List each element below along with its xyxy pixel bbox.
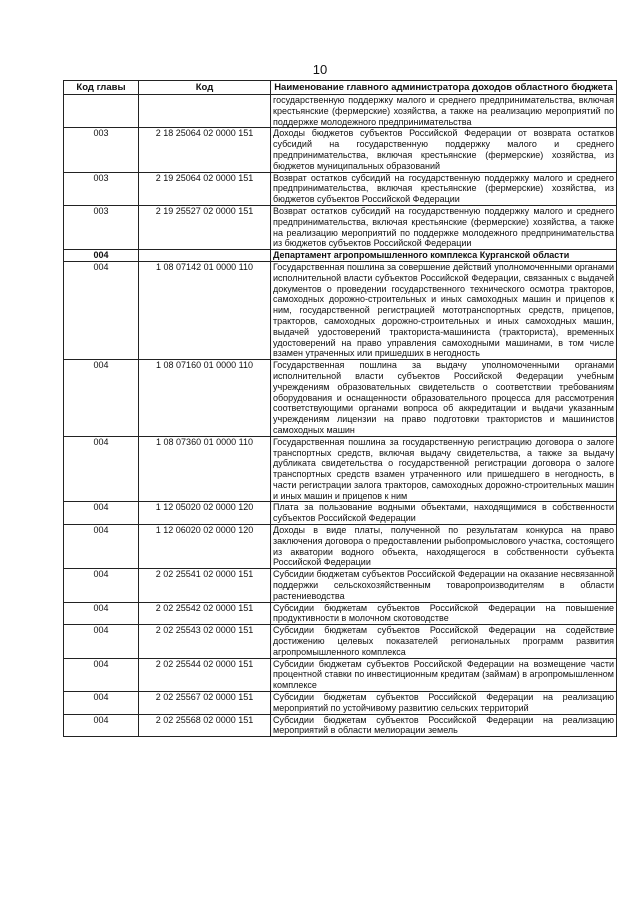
- budget-code-cell: [139, 250, 271, 262]
- budget-code-cell: 2 19 25527 02 0000 151: [139, 205, 271, 249]
- header-code: Код: [139, 81, 271, 95]
- budget-code-cell: 2 02 25544 02 0000 151: [139, 658, 271, 691]
- budget-code-cell: 1 08 07360 01 0000 110: [139, 436, 271, 502]
- chapter-code-cell: 004: [64, 602, 139, 625]
- header-administrator-name: Наименование главного администратора доходов областного бюджета: [271, 81, 617, 95]
- administrator-name-cell: Государственная пошлина за совершение действий уполномоченными органами исполнительной власти субъектов Российской Федерации, связанных с выдачей документов о проведении государственного технического осмотра тракторов, самоходных дорожно-строительных и иных самоходных машин и прицепов к ним, государственной регистрацией мототранспортных средств, прицепов, тракторов, самоходных дорожно-строительных и иных самоходных машин, выдачей удостоверений тракториста-машиниста (тракториста), временных удостоверений на право управления самоходными машинами, в том числе взамен утраченных или пришедших в негодность: [271, 261, 617, 359]
- chapter-code-cell: 004: [64, 360, 139, 437]
- table-row: [64, 360, 617, 437]
- table-row: [64, 436, 617, 502]
- table-row: [64, 261, 617, 359]
- department-name-cell: Департамент агропромышленного комплекса Курганской области: [271, 250, 617, 262]
- chapter-code-cell: 004: [64, 525, 139, 569]
- table-row: [64, 714, 617, 737]
- chapter-code-cell: 004: [64, 625, 139, 658]
- table-body: [64, 95, 617, 737]
- budget-code-cell: 2 02 25567 02 0000 151: [139, 692, 271, 715]
- budget-code-cell: 2 02 25543 02 0000 151: [139, 625, 271, 658]
- budget-code-cell: 1 12 05020 02 0000 120: [139, 502, 271, 525]
- table-row: [64, 502, 617, 525]
- chapter-code-cell: 003: [64, 128, 139, 172]
- administrator-name-cell: Субсидии бюджетам субъектов Российской Федерации на возмещение части процентной ставки по инвестиционным кредитам (займам) в агропромышленном комплексе: [271, 658, 617, 691]
- chapter-code-cell: 004: [64, 569, 139, 602]
- table-header-row: [64, 81, 617, 95]
- budget-code-cell: 1 08 07142 01 0000 110: [139, 261, 271, 359]
- administrator-name-cell: Возврат остатков субсидий на государственную поддержку малого и среднего предпринимательства, включая крестьянские (фермерские) хозяйства, а также на реализацию мероприятий по поддержке молодежного предпринимательства из бюджетов субъектов Российской Федерации: [271, 205, 617, 249]
- administrator-name-cell: государственную поддержку малого и среднего предпринимательства, включая крестьянские (фермерские) хозяйства, а также на реализацию мероприятий по поддержке молодежного предпринимательства: [271, 95, 617, 128]
- administrator-name-cell: Субсидии бюджетам субъектов Российской Федерации на реализацию мероприятий в области мелиорации земель: [271, 714, 617, 737]
- table-row: [64, 128, 617, 172]
- budget-code-cell: 2 19 25064 02 0000 151: [139, 172, 271, 205]
- budget-code-cell: 1 12 06020 02 0000 120: [139, 525, 271, 569]
- administrator-name-cell: Государственная пошлина за государственную регистрацию договора о залоге транспортных средств, включая выдачу свидетельства, а также за выдачу дубликата свидетельства о государственной регистрации договора о залоге транспортных средств взамен утраченного или пришедшего в негодность, в части регистрации залога тракторов, самоходных дорожно-строительных машин и иных машин и прицепов к ним: [271, 436, 617, 502]
- chapter-code-cell: 004: [64, 714, 139, 737]
- chapter-code-cell: 003: [64, 205, 139, 249]
- budget-code-cell: 2 18 25064 02 0000 151: [139, 128, 271, 172]
- table-row: [64, 172, 617, 205]
- administrator-name-cell: Государственная пошлина за выдачу уполномоченными органами исполнительной власти субъектов Российской Федерации учебным учреждениям образовательных свидетельств о соответствии требованиям оборудования и оснащенности образовательного процесса для рассмотрения соответствующими органами вопроса об аккредитации и выдачи указанным учреждениям лицензии на право подготовки трактористов и машинистов самоходных машин: [271, 360, 617, 437]
- administrator-name-cell: Субсидии бюджетам субъектов Российской Федерации на реализацию мероприятий по устойчивому развитию сельских территорий: [271, 692, 617, 715]
- administrator-name-cell: Субсидии бюджетам субъектов Российской Федерации на оказание несвязанной поддержки сельскохозяйственным товаропроизводителям в области растениеводства: [271, 569, 617, 602]
- budget-code-cell: 2 02 25541 02 0000 151: [139, 569, 271, 602]
- section-header-row: [64, 250, 617, 262]
- budget-code-cell: 2 02 25542 02 0000 151: [139, 602, 271, 625]
- chapter-code-cell: 004: [64, 502, 139, 525]
- header-chapter-code: Код главы: [64, 81, 139, 95]
- administrator-name-cell: Доходы в виде платы, полученной по результатам конкурса на право заключения договора о предоставлении рыбопромыслового участка, состоящего из акватории водного объекта, находящегося в собственности субъекта Российской Федерации: [271, 525, 617, 569]
- budget-code-cell: [139, 95, 271, 128]
- chapter-code-cell: 004: [64, 658, 139, 691]
- administrator-name-cell: Субсидии бюджетам субъектов Российской Федерации на повышение продуктивности в молочном скотоводстве: [271, 602, 617, 625]
- table-row: [64, 95, 617, 128]
- table-row: [64, 569, 617, 602]
- chapter-code-cell: 004: [64, 250, 139, 262]
- chapter-code-cell: 004: [64, 692, 139, 715]
- table-row: [64, 625, 617, 658]
- chapter-code-cell: 003: [64, 172, 139, 205]
- administrator-name-cell: Доходы бюджетов субъектов Российской Федерации от возврата остатков субсидий на государственную поддержку малого и среднего предпринимательства, включая крестьянские (фермерские) хозяйства, из бюджетов муниципальных образований: [271, 128, 617, 172]
- revenue-administrators-table: [63, 80, 617, 737]
- administrator-name-cell: Плата за пользование водными объектами, находящимися в собственности субъектов Российской Федерации: [271, 502, 617, 525]
- administrator-name-cell: Возврат остатков субсидий на государственную поддержку малого и среднего предпринимательства, включая крестьянские (фермерские) хозяйства, из бюджетов субъектов Российской Федерации: [271, 172, 617, 205]
- administrator-name-cell: Субсидии бюджетам субъектов Российской Федерации на содействие достижению целевых показателей региональных программ развития агропромышленного комплекса: [271, 625, 617, 658]
- budget-code-cell: 2 02 25568 02 0000 151: [139, 714, 271, 737]
- chapter-code-cell: 004: [64, 261, 139, 359]
- table-row: [64, 525, 617, 569]
- page-number: 10: [312, 62, 328, 77]
- chapter-code-cell: 004: [64, 436, 139, 502]
- budget-code-cell: 1 08 07160 01 0000 110: [139, 360, 271, 437]
- chapter-code-cell: [64, 95, 139, 128]
- table-row: [64, 205, 617, 249]
- table-row: [64, 692, 617, 715]
- table-row: [64, 602, 617, 625]
- table-row: [64, 658, 617, 691]
